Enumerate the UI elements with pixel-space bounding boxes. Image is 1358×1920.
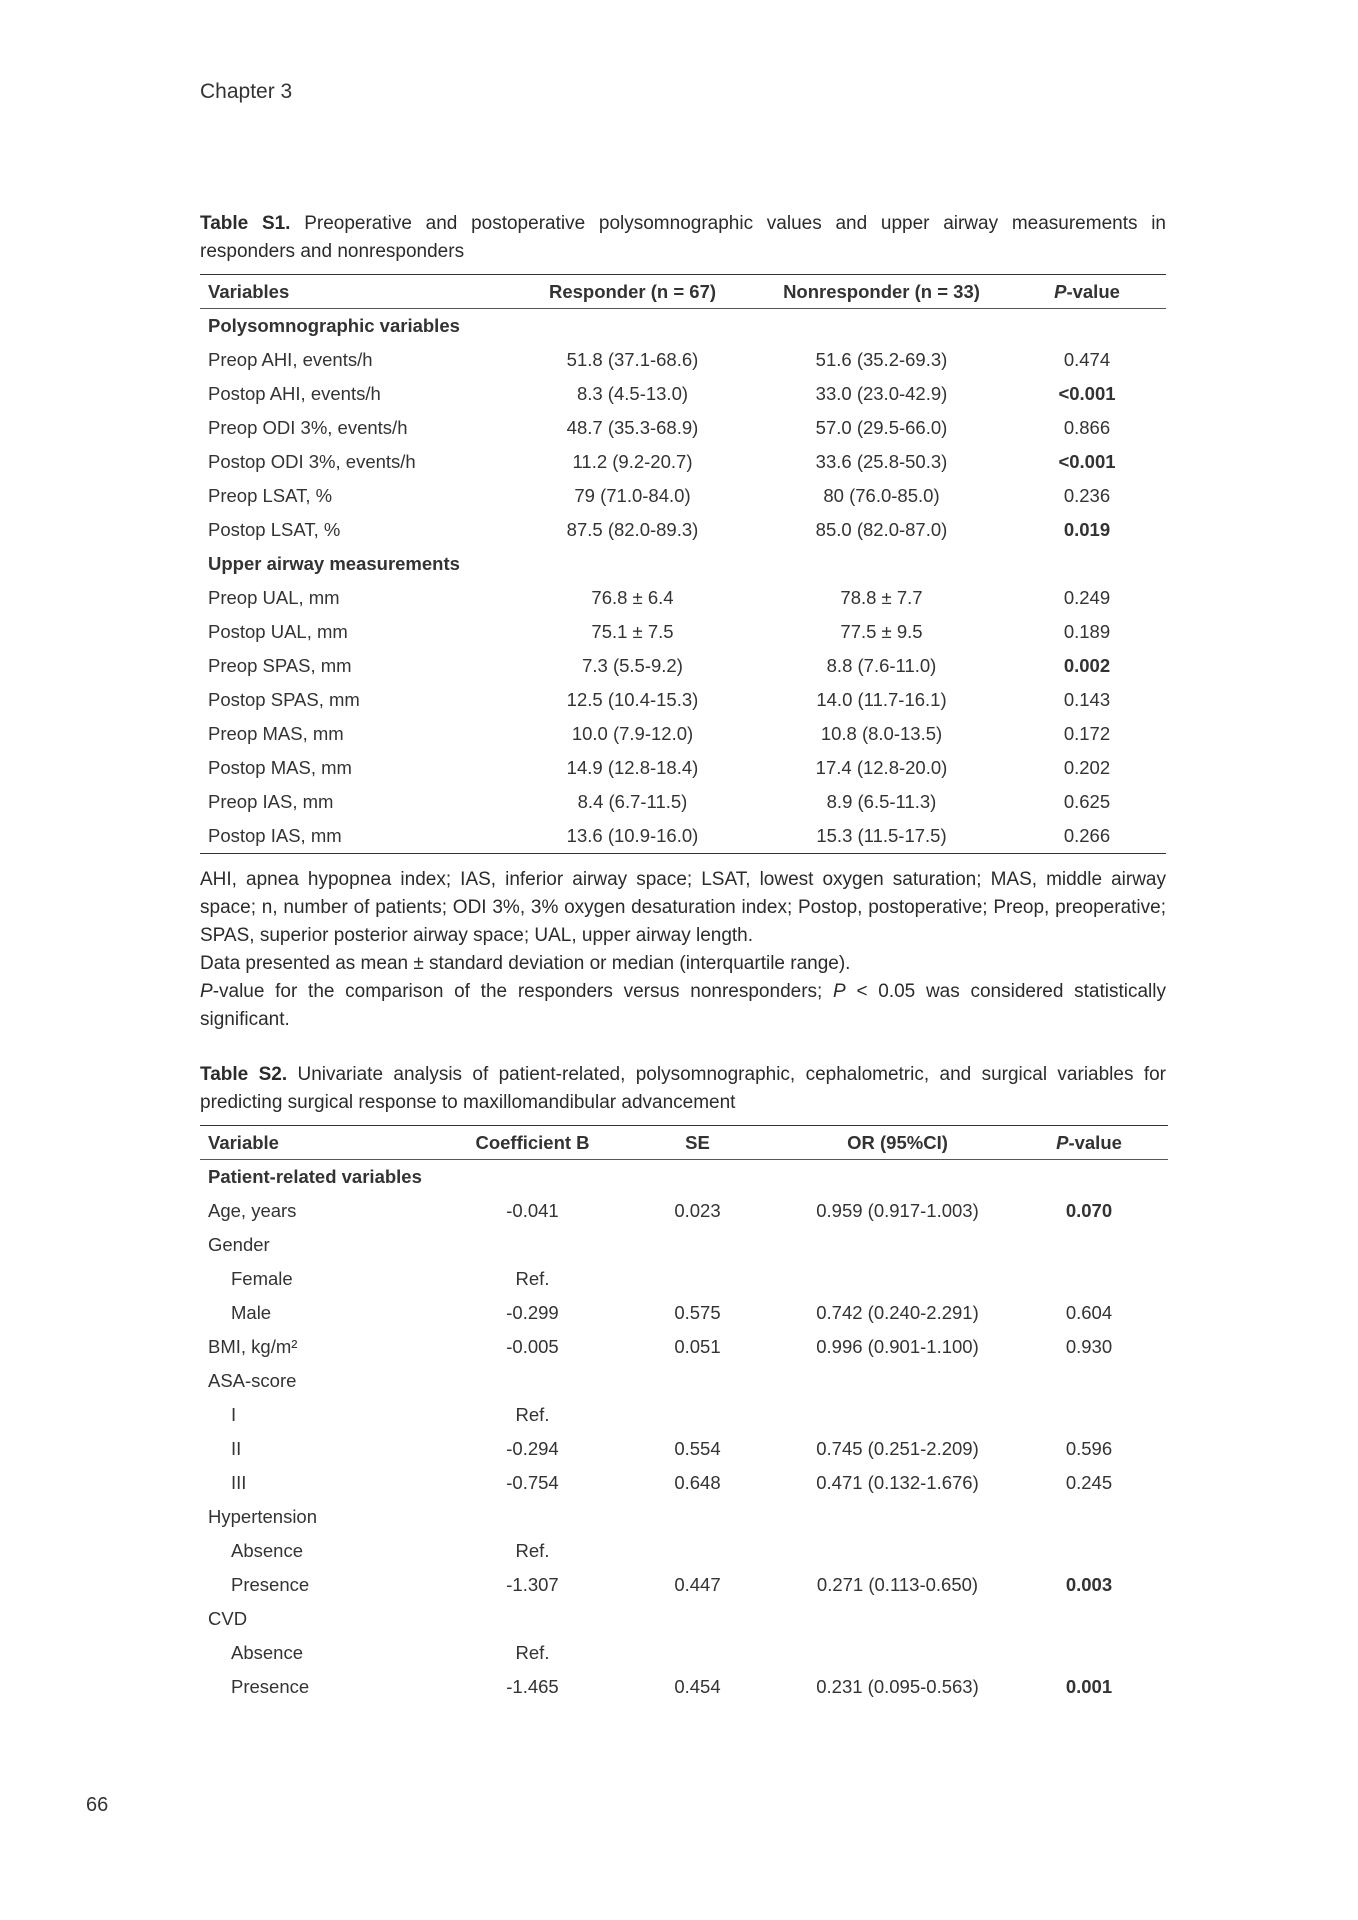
se-value: 0.051 — [674, 1336, 721, 1357]
responder-value: 8.4 (6.7-11.5) — [577, 791, 688, 812]
row-label: Hypertension — [208, 1506, 318, 1527]
or-ci-value — [785, 1364, 1010, 1398]
se-value: 0.447 — [674, 1574, 721, 1595]
coefficient-b: Ref. — [515, 1540, 550, 1561]
row-label: Postop IAS, mm — [208, 825, 342, 846]
p-value: 0.019 — [1063, 519, 1111, 540]
table-row — [200, 479, 1166, 513]
abbreviations-note: AHI, apnea hypopnea index; IAS, inferior airway space; LSAT, lowest oxygen saturation; MAS, middle airway space; n, number of patients; ODI 3%, 3% oxygen desaturation index; Postop, postoperative; Preop, preoperative; SPAS, superior posterior airway space; UAL, upper airway length. — [200, 869, 1166, 946]
row-label: Postop AHI, events/h — [208, 383, 381, 404]
row-label: Presence — [231, 1676, 310, 1697]
coefficient-b — [455, 1500, 610, 1534]
table-s1-caption — [200, 210, 1166, 266]
p-value — [1010, 1398, 1168, 1432]
nonresponder-value: 33.0 (23.0-42.9) — [815, 383, 948, 404]
se-value: 0.554 — [674, 1438, 721, 1459]
or-ci-value: 0.742 (0.240-2.291) — [816, 1302, 979, 1323]
or-ci-value — [785, 1228, 1010, 1262]
coefficient-b: -1.307 — [506, 1574, 559, 1595]
se-value — [610, 1534, 785, 1568]
nonresponder-value: 77.5 ± 9.5 — [840, 621, 923, 642]
p-value — [1010, 1228, 1168, 1262]
nonresponder-value: 17.4 (12.8-20.0) — [815, 757, 948, 778]
responder-value: 76.8 ± 6.4 — [591, 587, 674, 608]
or-ci-value: 0.271 (0.113-0.650) — [816, 1574, 979, 1595]
nonresponder-value: 85.0 (82.0-87.0) — [815, 519, 948, 540]
se-value — [610, 1398, 785, 1432]
table-s1-notes — [200, 866, 1166, 1034]
table-row — [200, 377, 1166, 411]
table-row — [200, 1534, 1168, 1568]
se-value — [610, 1636, 785, 1670]
row-label: Age, years — [208, 1200, 297, 1221]
row-label: Preop LSAT, % — [208, 485, 333, 506]
p-value: 0.070 — [1065, 1200, 1113, 1221]
or-ci-value — [785, 1500, 1010, 1534]
p-value: 0.236 — [1063, 485, 1111, 506]
coefficient-b — [455, 1364, 610, 1398]
nonresponder-value: 15.3 (11.5-17.5) — [816, 825, 947, 846]
col-header-coefficient-b: Coefficient B — [455, 1126, 610, 1160]
p-value: 0.266 — [1063, 825, 1111, 846]
nonresponder-value: 8.8 (7.6-11.0) — [826, 655, 937, 676]
p-value: 0.930 — [1065, 1336, 1113, 1357]
table-row — [200, 1296, 1168, 1330]
row-label: III — [231, 1472, 247, 1493]
table-row — [200, 1262, 1168, 1296]
nonresponder-value: 33.6 (25.8-50.3) — [815, 451, 948, 472]
se-value — [610, 1228, 785, 1262]
p-italic: P — [1054, 280, 1067, 302]
nonresponder-value: 51.6 (35.2-69.3) — [815, 349, 948, 370]
p-suffix: -value — [1066, 280, 1120, 302]
row-label: CVD — [208, 1608, 248, 1629]
p-italic: P — [1056, 1131, 1069, 1153]
coefficient-b: -0.005 — [506, 1336, 559, 1357]
coefficient-b: -0.299 — [506, 1302, 559, 1323]
responder-value: 51.8 (37.1-68.6) — [566, 349, 699, 370]
row-label: II — [231, 1438, 242, 1459]
row-label: Female — [231, 1268, 293, 1289]
section-row — [200, 1160, 1168, 1195]
p-value — [1010, 1262, 1168, 1296]
p-value: 0.249 — [1063, 587, 1111, 608]
or-ci-value — [785, 1262, 1010, 1296]
table-s2 — [200, 1125, 1168, 1704]
chapter-heading: Chapter 3 — [200, 80, 293, 103]
data-presented-note: Data presented as mean ± standard deviation or median (interquartile range). — [200, 953, 851, 974]
row-label: Preop IAS, mm — [208, 791, 334, 812]
responder-value: 12.5 (10.4-15.3) — [566, 689, 699, 710]
table-row — [200, 1398, 1168, 1432]
responder-value: 48.7 (35.3-68.9) — [566, 417, 699, 438]
table-row — [200, 1194, 1168, 1228]
row-label: Preop AHI, events/h — [208, 349, 373, 370]
or-ci-value: 0.745 (0.251-2.209) — [816, 1438, 979, 1459]
p-value-note — [200, 978, 1166, 1034]
nonresponder-value: 10.8 (8.0-13.5) — [820, 723, 943, 744]
coefficient-b: -0.294 — [506, 1438, 559, 1459]
table-row — [200, 1330, 1168, 1364]
row-label: BMI, kg/m² — [208, 1336, 298, 1357]
or-ci-value: 0.231 (0.095-0.563) — [816, 1676, 979, 1697]
p-value: 0.866 — [1063, 417, 1111, 438]
p-value: <0.001 — [1058, 451, 1116, 472]
p-value — [1010, 1364, 1168, 1398]
p-value — [1010, 1636, 1168, 1670]
p-note-text-2: < 0.05 was considered statistically significant. — [200, 981, 1166, 1030]
responder-value: 7.3 (5.5-9.2) — [582, 655, 683, 676]
p-value: 0.474 — [1063, 349, 1111, 370]
table-row — [200, 785, 1166, 819]
table-row — [200, 649, 1166, 683]
coefficient-b: Ref. — [515, 1268, 550, 1289]
table-header-row — [200, 275, 1166, 309]
p-value — [1010, 1602, 1168, 1636]
coefficient-b: -0.041 — [506, 1200, 559, 1221]
responder-value: 8.3 (4.5-13.0) — [576, 383, 689, 404]
se-value — [610, 1364, 785, 1398]
coefficient-b — [455, 1602, 610, 1636]
table-s2-caption — [200, 1061, 1166, 1117]
p-value: 0.625 — [1063, 791, 1111, 812]
coefficient-b: Ref. — [515, 1642, 550, 1663]
table-s1-caption-text: Preoperative and postoperative polysomnographic values and upper airway measurements in responders and nonresponders — [200, 213, 1166, 262]
table-row — [200, 1602, 1168, 1636]
se-value: 0.648 — [674, 1472, 721, 1493]
p-value: 0.189 — [1063, 621, 1111, 642]
responder-value: 10.0 (7.9-12.0) — [571, 723, 694, 744]
p-value: <0.001 — [1058, 383, 1116, 404]
section-row — [200, 309, 1166, 344]
responder-value: 13.6 (10.9-16.0) — [566, 825, 699, 846]
table-row — [200, 751, 1166, 785]
table-row — [200, 683, 1166, 717]
table-row — [200, 513, 1166, 547]
row-label: Absence — [231, 1540, 303, 1561]
table-s2-caption-text: Univariate analysis of patient-related, polysomnographic, cephalometric, and surgical variables for predicting surgical response to maxillomandibular advancement — [200, 1064, 1166, 1113]
row-label: Postop MAS, mm — [208, 757, 352, 778]
table-header-row — [200, 1126, 1168, 1160]
responder-value: 87.5 (82.0-89.3) — [566, 519, 699, 540]
col-header-variables: Variables — [200, 275, 510, 309]
table-row — [200, 1670, 1168, 1704]
col-header-se: SE — [610, 1126, 785, 1160]
p-note-text-1: -value for the comparison of the responders versus nonresponders; — [212, 981, 834, 1002]
col-header-responder: Responder (n = 67) — [510, 275, 755, 309]
or-ci-value: 0.959 (0.917-1.003) — [816, 1200, 979, 1221]
p-value: 0.172 — [1063, 723, 1111, 744]
or-ci-value — [785, 1636, 1010, 1670]
p-value: 0.143 — [1063, 689, 1111, 710]
table-row — [200, 1432, 1168, 1466]
p-value: 0.002 — [1063, 655, 1111, 676]
table-row — [200, 1500, 1168, 1534]
p-value — [1010, 1500, 1168, 1534]
row-label: Postop LSAT, % — [208, 519, 341, 540]
table-row — [200, 1636, 1168, 1670]
se-value — [610, 1262, 785, 1296]
table-row — [200, 581, 1166, 615]
table-row — [200, 411, 1166, 445]
p-value — [1010, 1534, 1168, 1568]
table-row — [200, 1228, 1168, 1262]
row-label: Absence — [231, 1642, 303, 1663]
or-ci-value: 0.996 (0.901-1.100) — [816, 1336, 979, 1357]
nonresponder-value: 8.9 (6.5-11.3) — [826, 791, 937, 812]
table-row — [200, 717, 1166, 751]
or-ci-value — [785, 1602, 1010, 1636]
responder-value: 11.2 (9.2-20.7) — [572, 451, 693, 472]
table-s2-label: Table S2. — [200, 1064, 288, 1085]
nonresponder-value: 80 (76.0-85.0) — [823, 485, 940, 506]
section-label: Polysomnographic variables — [208, 315, 460, 336]
p-value: 0.596 — [1065, 1438, 1113, 1459]
row-label: Preop SPAS, mm — [208, 655, 352, 676]
row-label: Postop UAL, mm — [208, 621, 348, 642]
responder-value: 14.9 (12.8-18.4) — [566, 757, 699, 778]
col-header-or: OR (95%CI) — [785, 1126, 1010, 1160]
row-label: Postop SPAS, mm — [208, 689, 360, 710]
table-s2-body — [200, 1160, 1168, 1705]
p-value: 0.604 — [1065, 1302, 1113, 1323]
se-value: 0.575 — [674, 1302, 721, 1323]
page-number: 66 — [86, 1794, 109, 1816]
se-value — [610, 1500, 785, 1534]
coefficient-b — [455, 1228, 610, 1262]
se-value: 0.023 — [674, 1200, 721, 1221]
section-row — [200, 547, 1166, 581]
col-header-variable: Variable — [200, 1126, 455, 1160]
table-s1-body — [200, 309, 1166, 854]
table-row — [200, 445, 1166, 479]
responder-value: 79 (71.0-84.0) — [574, 485, 691, 506]
row-label: Preop ODI 3%, events/h — [208, 417, 408, 438]
p-value: 0.001 — [1065, 1676, 1113, 1697]
row-label: Gender — [208, 1234, 270, 1255]
table-row — [200, 1364, 1168, 1398]
section-label: Patient-related variables — [208, 1166, 422, 1187]
p-value: 0.202 — [1063, 757, 1111, 778]
table-row — [200, 819, 1166, 854]
coefficient-b: Ref. — [515, 1404, 550, 1425]
or-ci-value — [785, 1398, 1010, 1432]
section-label: Upper airway measurements — [208, 553, 460, 574]
coefficient-b: -1.465 — [506, 1676, 559, 1697]
table-s1 — [200, 274, 1166, 854]
row-label: Preop MAS, mm — [208, 723, 344, 744]
nonresponder-value: 78.8 ± 7.7 — [840, 587, 923, 608]
col-header-p-value — [1010, 1126, 1168, 1160]
coefficient-b: -0.754 — [506, 1472, 559, 1493]
table-row — [200, 1466, 1168, 1500]
or-ci-value — [785, 1534, 1010, 1568]
row-label: Postop ODI 3%, events/h — [208, 451, 416, 472]
or-ci-value: 0.471 (0.132-1.676) — [816, 1472, 979, 1493]
col-header-p-value — [1008, 275, 1166, 309]
row-label: Male — [231, 1302, 272, 1323]
p-italic: P — [833, 981, 846, 1002]
se-value — [610, 1602, 785, 1636]
table-row — [200, 343, 1166, 377]
table-row — [200, 615, 1166, 649]
responder-value: 75.1 ± 7.5 — [591, 621, 674, 642]
se-value: 0.454 — [674, 1676, 721, 1697]
p-suffix: -value — [1068, 1131, 1122, 1153]
row-label: Preop UAL, mm — [208, 587, 340, 608]
table-s1-label: Table S1. — [200, 213, 291, 234]
row-label: ASA-score — [208, 1370, 297, 1391]
table-row — [200, 1568, 1168, 1602]
col-header-nonresponder: Nonresponder (n = 33) — [755, 275, 1008, 309]
p-value: 0.003 — [1065, 1574, 1113, 1595]
p-italic: P — [200, 981, 213, 1002]
nonresponder-value: 57.0 (29.5-66.0) — [815, 417, 948, 438]
nonresponder-value: 14.0 (11.7-16.1) — [816, 689, 947, 710]
p-value: 0.245 — [1065, 1472, 1113, 1493]
row-label: I — [231, 1404, 237, 1425]
row-label: Presence — [231, 1574, 310, 1595]
